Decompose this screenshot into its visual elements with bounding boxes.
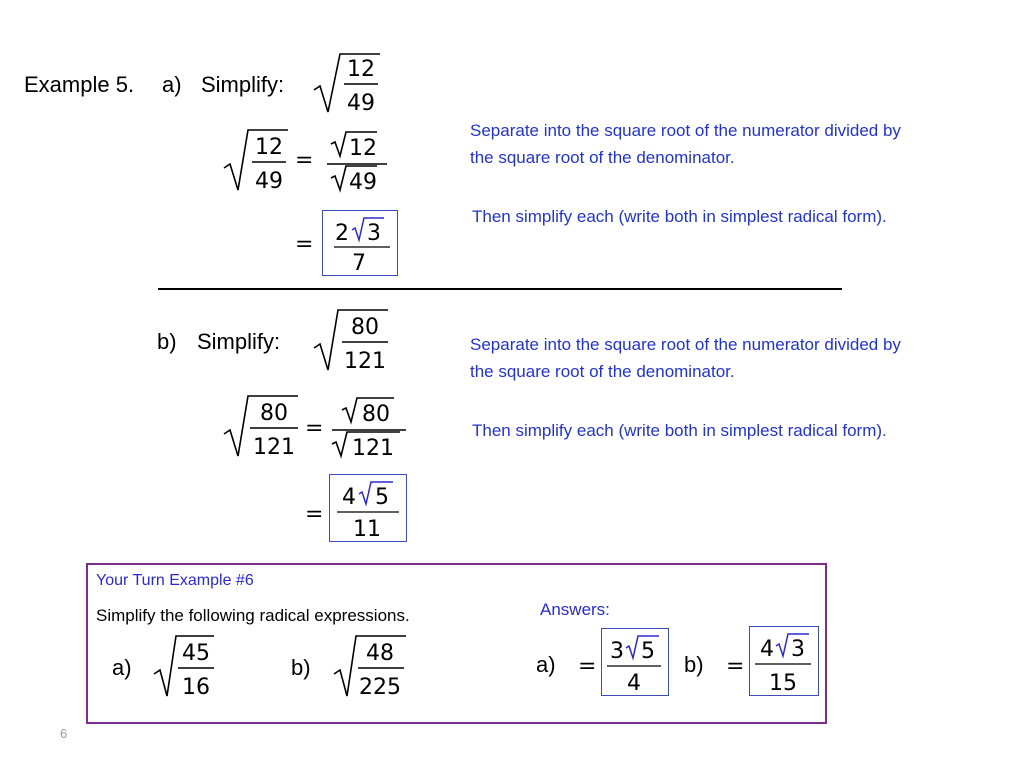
your-turn-a-radical (150, 632, 220, 702)
part-b-split-num: 80 (362, 402, 390, 427)
answer-a-fraction (601, 628, 667, 694)
your-turn-answers-label: Answers: (540, 600, 610, 619)
part-a-answer-den: 7 (352, 251, 366, 274)
answer-b-fraction (749, 626, 817, 694)
part-b-problem-den: 121 (344, 349, 386, 374)
your-turn-a-num: 45 (182, 641, 210, 666)
part-a-problem-den: 49 (347, 91, 375, 116)
part-a-equals-1: = (295, 148, 314, 173)
part-a-label: a) (162, 72, 182, 97)
example-prefix: Example (24, 72, 110, 97)
slide-number: 6 (60, 726, 68, 741)
part-b-equals-1: = (305, 416, 324, 441)
your-turn-b-label: b) (291, 655, 311, 680)
answer-a-rad: 5 (641, 639, 655, 664)
part-b-problem-radical (310, 306, 395, 378)
part-a-work-den: 49 (255, 169, 283, 194)
part-b-split-den: 121 (352, 436, 394, 461)
part-a-simplify-label: Simplify: (201, 72, 285, 97)
part-b-answer-rad: 5 (375, 485, 389, 510)
part-b-work-left-radical (220, 392, 305, 464)
answer-a-coef: 3 (610, 639, 624, 664)
part-a-note-separate: Separate into the square root of the numerator divided by the square root of the denominator. (470, 121, 901, 167)
part-b-label: b) (157, 329, 177, 354)
part-a-work-left-radical (220, 126, 295, 198)
answer-b-den: 15 (769, 671, 797, 694)
part-b-problem-num: 80 (351, 315, 379, 340)
part-a-split-num: 12 (349, 136, 377, 161)
part-b-split-fraction (330, 392, 410, 464)
part-b-simplify-label: Simplify: (197, 329, 281, 354)
part-b-answer (329, 474, 405, 540)
part-a-equals-2: = (295, 232, 314, 257)
your-turn-b-num: 48 (366, 641, 394, 666)
part-b-work-den: 121 (253, 435, 295, 460)
answer-b-coef: 4 (760, 637, 774, 662)
your-turn-instruction: Simplify the following radical expressions. (96, 606, 410, 625)
part-a-work-num: 12 (255, 135, 283, 160)
part-b-note-simplify: Then simplify each (write both in simplest radical form). (472, 421, 887, 440)
part-b-answer-den: 11 (353, 517, 381, 540)
part-a-problem-num: 12 (347, 57, 375, 82)
part-a-split-den: 49 (349, 170, 377, 195)
your-turn-a-label: a) (112, 655, 132, 680)
your-turn-b-radical (330, 632, 410, 702)
answer-a-label: a) (536, 652, 556, 677)
answer-b-rad: 3 (791, 637, 805, 662)
example-heading (24, 72, 134, 98)
answer-a-equals: = (578, 654, 597, 679)
part-b-note-separate: Separate into the square root of the numerator divided by the square root of the denominator. (470, 335, 901, 381)
answer-a-den: 4 (627, 671, 641, 694)
example-number: 5. (115, 72, 135, 97)
part-a-note-simplify: Then simplify each (write both in simplest radical form). (472, 207, 887, 226)
section-divider (158, 288, 842, 290)
part-a-answer (322, 210, 396, 274)
your-turn-a-den: 16 (182, 675, 210, 700)
part-a-answer-rad: 3 (367, 221, 381, 246)
part-a-split-fraction (325, 126, 395, 198)
your-turn-b-den: 225 (359, 675, 401, 700)
part-b-answer-coef: 4 (342, 485, 356, 510)
part-a-answer-coef: 2 (335, 221, 349, 246)
answer-b-equals: = (726, 654, 745, 679)
part-a-problem-radical (310, 50, 390, 120)
part-b-work-num: 80 (260, 401, 288, 426)
answer-b-label: b) (684, 652, 704, 677)
part-b-equals-2: = (305, 502, 324, 527)
your-turn-title: Your Turn Example #6 (96, 572, 254, 589)
